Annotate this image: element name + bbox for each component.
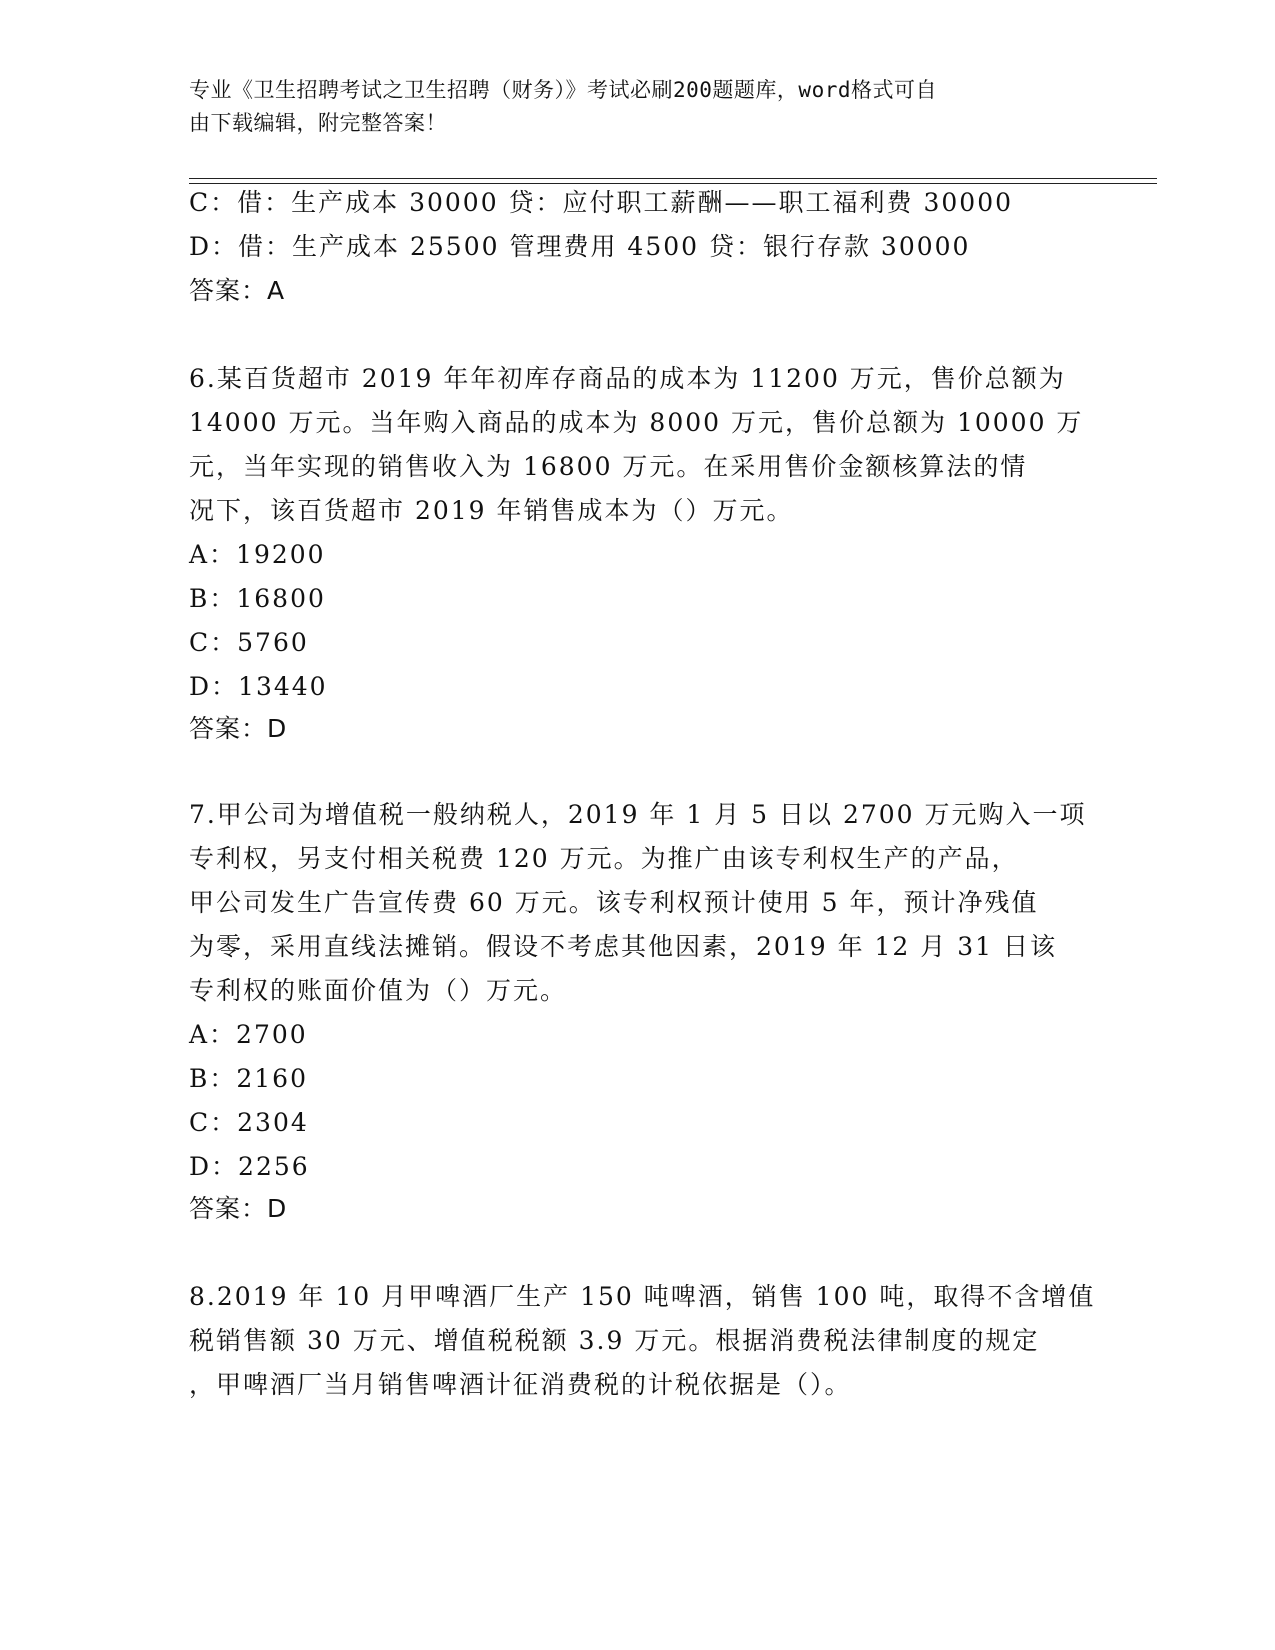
- q7-stem-line-1: 7.甲公司为增值税一般纳税人，2019 年 1 月 5 日以 2700 万元购入一项: [189, 800, 1087, 829]
- q6-stem-line-1: 6.某百货超市 2019 年年初库存商品的成本为 11200 万元，售价总额为: [189, 364, 1066, 393]
- prev-option-d: D：借：生产成本 25500 管理费用 4500 贷：银行存款 30000: [189, 232, 971, 261]
- q6-option-b: B：16800: [189, 584, 326, 613]
- q6-stem-line-3: 元，当年实现的销售收入为 16800 万元。在采用售价金额核算法的情: [189, 452, 1028, 481]
- prev-option-c: C：借：生产成本 30000 贷：应付职工薪酬——职工福利费 30000: [189, 188, 1014, 217]
- header-divider-bottom: [189, 183, 1157, 184]
- q7-option-a: A：2700: [189, 1020, 308, 1049]
- q7-option-d: D：2256: [189, 1152, 310, 1181]
- q7-stem-line-5: 专利权的账面价值为（）万元。: [189, 976, 568, 1005]
- q7-stem-line-3: 甲公司发生广告宣传费 60 万元。该专利权预计使用 5 年，预计净残值: [189, 888, 1039, 917]
- header-line-1: 专业《卫生招聘考试之卫生招聘（财务）》考试必刷200题题库，word格式可自: [189, 78, 937, 102]
- q7-stem-line-4: 为零，采用直线法摊销。假设不考虑其他因素，2019 年 12 月 31 日该: [189, 932, 1057, 961]
- page-header: [189, 74, 1089, 140]
- q7-stem-line-2: 专利权，另支付相关税费 120 万元。为推广由该专利权生产的产品，: [189, 844, 1019, 873]
- q6-answer: 答案：D: [189, 714, 288, 743]
- q8-stem-line-1: 8.2019 年 10 月甲啤酒厂生产 150 吨啤酒，销售 100 吨，取得不含增值: [189, 1282, 1096, 1311]
- q7-answer: 答案：D: [189, 1194, 288, 1223]
- q6-option-a: A：19200: [189, 540, 326, 569]
- q7-option-c: C：2304: [189, 1108, 309, 1137]
- q8-stem-line-2: 税销售额 30 万元、增值税税额 3.9 万元。根据消费税法律制度的规定: [189, 1326, 1040, 1355]
- header-divider-top: [189, 178, 1157, 179]
- header-line-2: 由下载编辑，附完整答案！: [189, 111, 447, 135]
- q8-stem-line-3: ，甲啤酒厂当月销售啤酒计征消费税的计税依据是（）。: [189, 1370, 852, 1399]
- prev-answer: 答案：A: [189, 276, 286, 305]
- q7-option-b: B：2160: [189, 1064, 308, 1093]
- q6-stem-line-2: 14000 万元。当年购入商品的成本为 8000 万元，售价总额为 10000 万: [189, 408, 1084, 437]
- q6-option-c: C：5760: [189, 628, 309, 657]
- q6-stem-line-4: 况下，该百货超市 2019 年销售成本为（）万元。: [189, 496, 794, 525]
- q6-option-d: D：13440: [189, 672, 328, 701]
